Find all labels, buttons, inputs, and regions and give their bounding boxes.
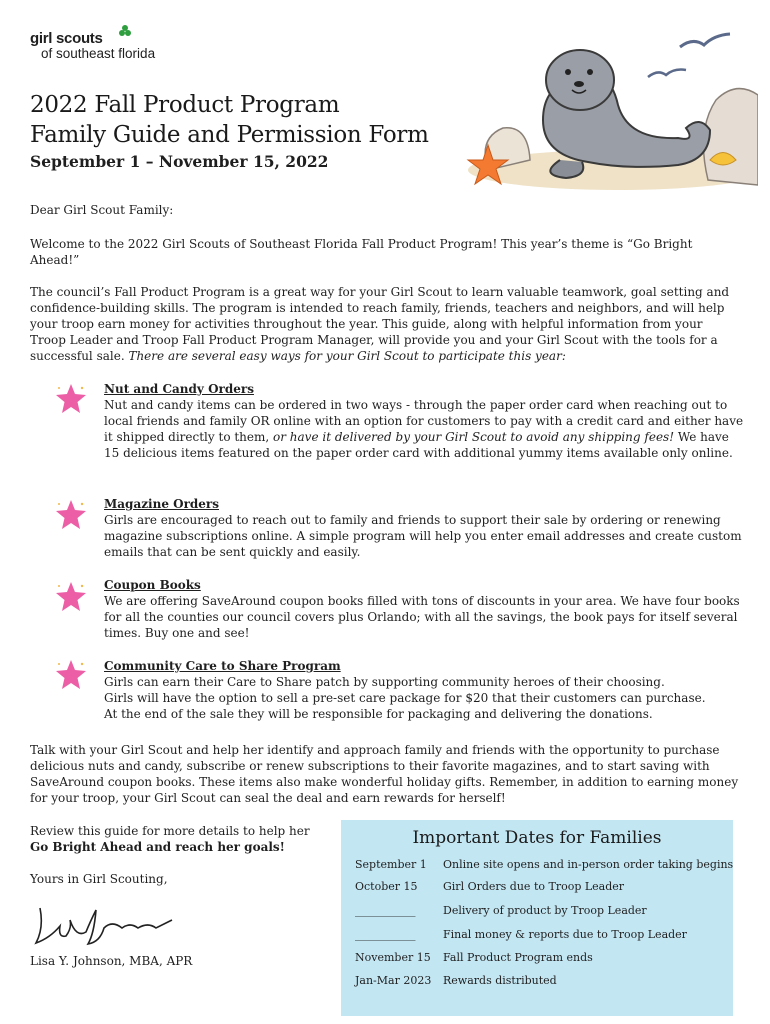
- item-care-to-share: [104, 658, 744, 722]
- date-cell: October 15: [355, 880, 418, 893]
- signer-name: Lisa Y. Johnson, MBA, APR: [30, 954, 193, 968]
- item-line: Girls can earn their Care to Share patch by supporting community heroes of their choosing.: [104, 675, 665, 689]
- date-blank: ___________: [355, 904, 416, 917]
- date-cell: Jan-Mar 2023: [355, 974, 432, 987]
- pink-star-icon: [54, 580, 88, 614]
- pink-star-icon: [54, 382, 88, 416]
- sign-off: Yours in Girl Scouting,: [30, 872, 168, 886]
- item-text: We are offering SaveAround coupon books filled with tons of discounts in your area. We have four books for all the counties our council covers plus Orlando; with all the savings, the book pays for itself several times. Buy one and see!: [104, 594, 740, 640]
- item-title: Nut and Candy Orders: [104, 382, 254, 396]
- title-line1: 2022 Fall Product Program: [30, 92, 340, 118]
- item-nut-candy: [104, 381, 744, 461]
- item-line: Girls will have the option to sell a pre-set care package for $20 that their customers can purchase.: [104, 691, 706, 705]
- closing-paragraph: Talk with your Girl Scout and help her identify and approach family and friends with the opportunity to purchase delicious nuts and candy, subscribe or renew subscriptions to their favorite magazines, and to start saving with SaveAround coupon books. These items also make wonderful holiday gifts. Remember, in addition to earning money for your troop, your Girl Scout can seal the deal and earn rewards for herself!: [30, 743, 739, 805]
- date-range-subtitle: September 1 – November 15, 2022: [30, 152, 329, 171]
- review-bold: Go Bright Ahead and reach her goals!: [30, 840, 285, 854]
- trefoil-icon: [118, 24, 132, 38]
- event-cell: Final money & reports due to Troop Leader: [443, 928, 687, 941]
- program-paragraph-text: The council’s Fall Product Program is a great way for your Girl Scout to learn valuable teamwork, goal setting and confidence-building skills. The program is intended to reach family, friends, teachers and neighbors, and will help your troop earn money for activities throughout the year. This guide, along with helpful information from your Troop Leader and Troop Fall Product Program Manager, will provide you and your Girl Scout with the tools for a successful sale.: [30, 285, 730, 363]
- pink-star-icon: [54, 498, 88, 532]
- greeting: Dear Girl Scout Family:: [30, 203, 174, 217]
- seal-illustration: [448, 20, 758, 195]
- event-cell: Online site opens and in-person order taking begins: [443, 858, 734, 871]
- girl-scouts-logo: [30, 30, 180, 64]
- program-paragraph-italic: There are several easy ways for your Girl Scout to participate this year:: [128, 349, 566, 363]
- item-coupon-books: [104, 577, 744, 641]
- item-title: Community Care to Share Program: [104, 659, 341, 673]
- logo-text-line2: of southeast florida: [41, 46, 156, 61]
- event-cell: Fall Product Program ends: [443, 951, 593, 964]
- title-line2: Family Guide and Permission Form: [30, 122, 429, 148]
- welcome-paragraph: Welcome to the 2022 Girl Scouts of Southeast Florida Fall Product Program! This year’s theme is “Go Bright Ahead!”: [30, 237, 693, 267]
- item-line: At the end of the sale they will be responsible for packaging and delivering the donations.: [104, 707, 653, 721]
- signature: [30, 898, 180, 950]
- logo-text-line1: girl scouts: [30, 30, 103, 47]
- event-cell: Rewards distributed: [443, 974, 557, 987]
- item-text-end: We have 15 delicious items featured on the paper order card with additional yummy items available only online.: [104, 430, 733, 460]
- item-text: Nut and candy items can be ordered in two ways - through the paper order card when reaching out to local friends and family OR online with an option for customers to pay with a credit card and either have it shipped directly to them,: [104, 398, 744, 444]
- date-cell: November 15: [355, 951, 431, 964]
- item-title: Magazine Orders: [104, 497, 220, 511]
- date-cell: September 1: [355, 858, 427, 871]
- review-note: [30, 823, 330, 855]
- review-line: Review this guide for more details to help her: [30, 824, 310, 838]
- date-blank: ___________: [355, 928, 416, 941]
- event-cell: Delivery of product by Troop Leader: [443, 904, 647, 917]
- page-title: [30, 90, 429, 150]
- item-magazine: [104, 496, 744, 560]
- item-title: Coupon Books: [104, 578, 201, 592]
- pink-star-icon: [54, 658, 88, 692]
- item-text: Girls are encouraged to reach out to family and friends to support their sale by ordering or renewing magazine subscriptions online. A simple program will help you enter email addresses and create custom emails that can be sent quickly and easily.: [104, 513, 742, 559]
- event-cell: Girl Orders due to Troop Leader: [443, 880, 625, 893]
- dates-title: Important Dates for Families: [412, 828, 662, 848]
- program-paragraph: [30, 284, 742, 364]
- item-text-italic: or have it delivered by your Girl Scout to avoid any shipping fees!: [273, 430, 675, 444]
